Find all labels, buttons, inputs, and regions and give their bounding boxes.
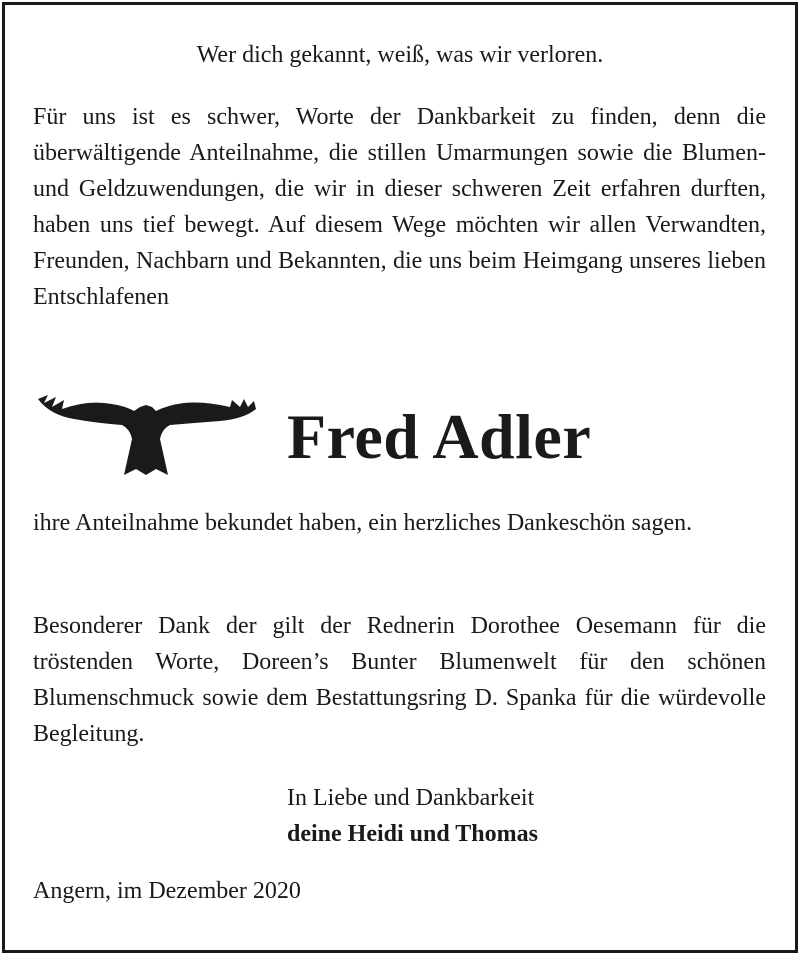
closing-block xyxy=(287,780,538,852)
place-and-date: Angern, im Dezember 2020 xyxy=(33,878,301,904)
special-thanks-paragraph: Besonderer Dank der gilt der Rednerin Dorothee Oesemann für die tröstenden Worte, Doreen’s Bunter Blumenwelt für den schönen Blumenschmuck sowie dem Bestattungsring D. Spanka für die würdevolle Begleitung. xyxy=(33,613,766,747)
closing-line: In Liebe und Dankbarkeit xyxy=(287,785,535,811)
thanks-paragraph-continued: ihre Anteilnahme bekundet haben, ein herzliches Dankeschön sagen. xyxy=(33,510,693,536)
signature: deine Heidi und Thomas xyxy=(287,821,538,847)
thanks-paragraph-intro: Für uns ist es schwer, Worte der Dankbarkeit zu finden, denn die überwältigende Anteilnahme, die stillen Umarmungen sowie die Blumen- und Geldzuwendungen, die wir in dieser schweren Zeit erfahren durften, haben uns tief bewegt. Auf diesem Wege möchten wir allen Verwandten, Freunden, Nachbarn und Bekannten, die uns beim Heimgang unseres lieben Entschlafenen xyxy=(33,104,766,310)
deceased-name: Fred Adler xyxy=(287,401,592,472)
eagle-icon xyxy=(34,385,260,477)
motto: Wer dich gekannt, weiß, was wir verloren. xyxy=(196,42,604,68)
